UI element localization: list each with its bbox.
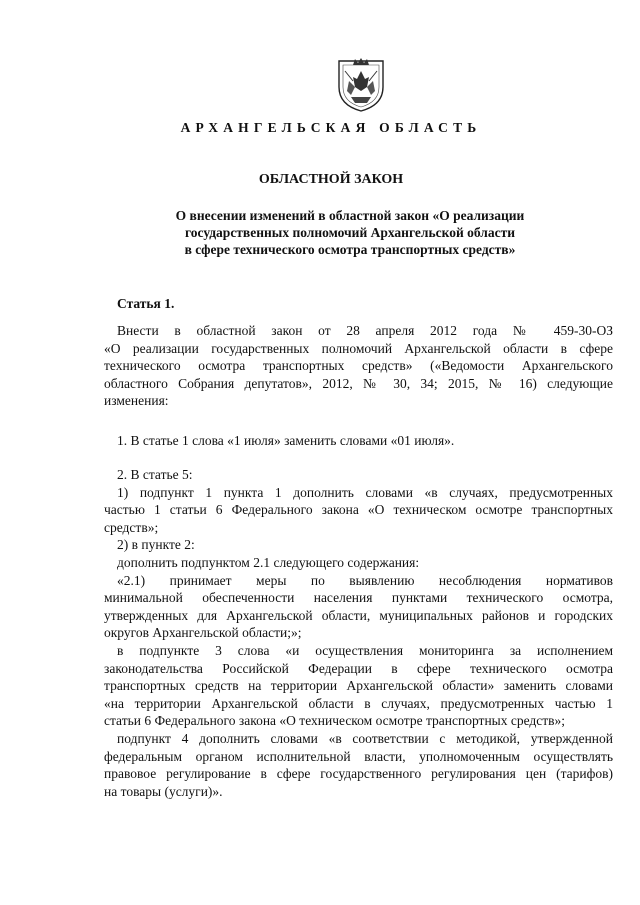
- text-line: статьи 6 Федерального закона «О техническом осмотре транспортных средств»;: [104, 713, 566, 729]
- text-line: округов Архангельской области;»;: [104, 625, 302, 641]
- text-line: технического осмотра транспортных средств» («Ведомости Архангельского: [104, 358, 613, 374]
- text-line: законодательства Российской Федерации в сфере технического осмотра: [104, 660, 613, 676]
- subject-line: в сфере технического осмотра транспортных средств»: [184, 242, 516, 257]
- coat-of-arms-icon: [331, 57, 391, 113]
- text-line: частью 1 статьи 6 Федерального закона «О техническом осмотре транспортных: [104, 502, 613, 518]
- text-line: на товары (услуги)».: [104, 783, 223, 799]
- text-line: 2) в пункте 2:: [117, 537, 195, 553]
- text-line: минимальной обеспеченности населения пунктами технического осмотра,: [104, 590, 613, 606]
- text-line: дополнить подпунктом 2.1 следующего содержания:: [117, 554, 420, 570]
- article-heading: Статья 1.: [117, 296, 175, 311]
- text-line: «О реализации государственных полномочий Архангельской области в сфере: [104, 340, 613, 356]
- region-name: АРХАНГЕЛЬСКАЯ ОБЛАСТЬ: [180, 120, 482, 135]
- text-line: областного Собрания депутатов», 2012, № 30, 34; 2015, № 16) следующие: [104, 375, 613, 391]
- item-2: [104, 466, 613, 800]
- text-line: Внести в областной закон от 28 апреля 2012 года № 459-30-ОЗ: [117, 323, 613, 338]
- subject-line: О внесении изменений в областной закон «О реализации: [175, 208, 525, 223]
- text-line: 1. В статье 1 слова «1 июля» заменить словами «01 июля».: [117, 433, 455, 448]
- text-line: 2. В статье 5:: [117, 467, 193, 482]
- intro-paragraph: [104, 322, 613, 410]
- text-line: в подпункте 3 слова «и осуществления мониторинга за исполнением: [117, 642, 613, 658]
- text-line: транспортных средств на территории Архангельской области» заменить словами: [104, 678, 613, 694]
- text-line: средств»;: [104, 519, 159, 535]
- text-line: подпункт 4 дополнить словами «в соответствии с методикой, утвержденной: [117, 730, 613, 746]
- text-line: изменения:: [104, 393, 169, 409]
- item-1: [104, 432, 613, 450]
- text-line: утвержденных для Архангельской области, муниципальных районов и городских: [104, 607, 613, 623]
- text-line: федеральным органом исполнительной власти, уполномоченным осуществлять: [104, 748, 613, 764]
- text-line: «2.1) принимает меры по выявлению несоблюдения нормативов: [117, 572, 613, 588]
- law-subject: [60, 207, 640, 258]
- subject-line: государственных полномочий Архангельской области: [184, 225, 516, 240]
- text-line: правовое регулирование в сфере государственного регулирования цен (тарифов): [104, 766, 613, 782]
- text-line: «на территории Архангельской области в случаях, предусмотренных частью 1: [104, 695, 613, 711]
- text-line: 1) подпункт 1 пункта 1 дополнить словами «в случаях, предусмотренных: [117, 484, 613, 500]
- law-type-title: ОБЛАСТНОЙ ЗАКОН: [258, 172, 404, 187]
